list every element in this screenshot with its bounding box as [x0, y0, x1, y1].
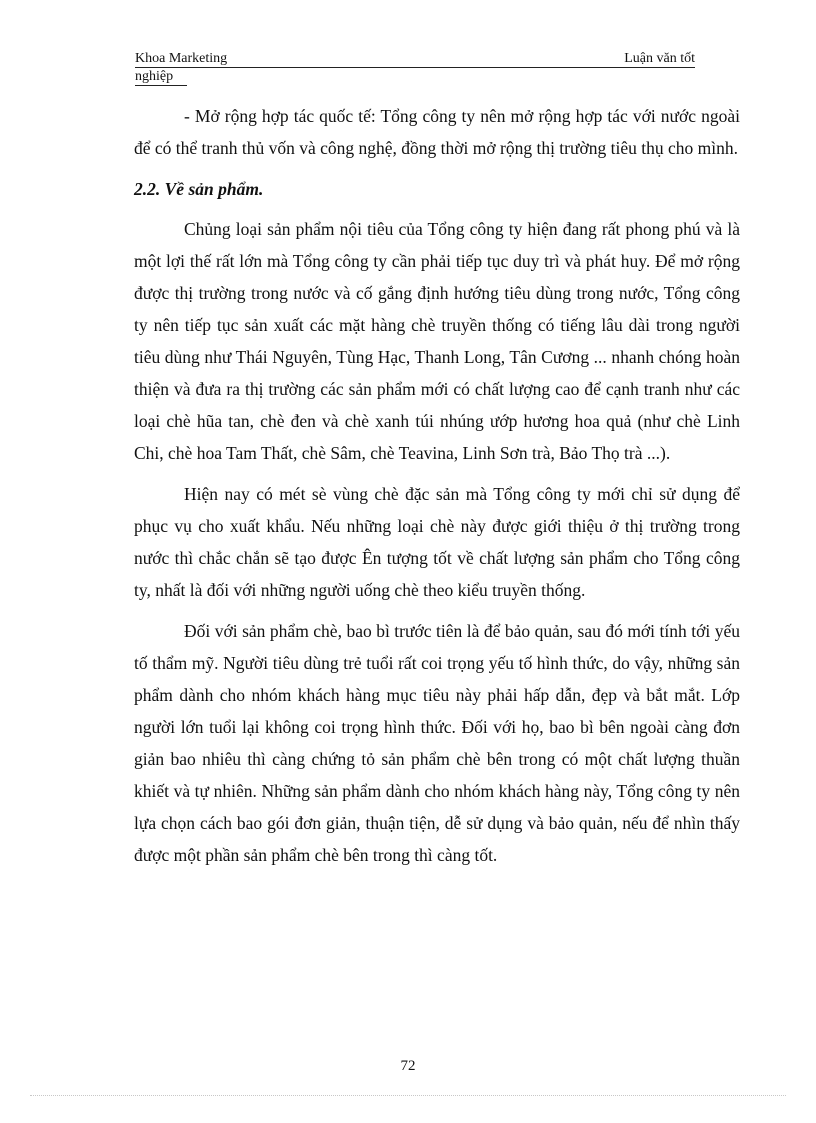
page-header: [135, 50, 695, 86]
page-bottom-divider: [30, 1095, 786, 1096]
paragraph-product-range: Chủng loại sản phẩm nội tiêu của Tổng công ty hiện đang rất phong phú và là một lợi thế rất lớn mà Tổng công ty cần phải tiếp tục duy trì và phát huy. Để mở rộng được thị trường trong nước và cố gắng định hướng tiêu dùng trong nước, Tổng công ty nên tiếp tục sản xuất các mặt hàng chè truyền thống có tiếng lâu dài trong người tiêu dùng như Thái Nguyên, Tùng Hạc, Thanh Long, Tân Cương ... nhanh chóng hoàn thiện và đưa ra thị trường các sản phẩm mới có chất lượng cao để cạnh tranh như các loại chè hũa tan, chè đen và chè xanh túi nhúng ướp hương hoa quả (như chè Linh Chi, chè hoa Tam Thất, chè Sâm, chè Teavina, Linh Sơn trà, Bảo Thọ trà ...).: [134, 219, 740, 463]
page-body: [134, 100, 740, 880]
paragraph-international-cooperation: - Mở rộng hợp tác quốc tế: Tổng công ty nên mở rộng hợp tác với nước ngoài để có thể tranh thủ vốn và công nghệ, đồng thời mở rộng thị trường tiêu thụ cho mình.: [134, 106, 740, 158]
page-number: 72: [400, 1058, 416, 1074]
paragraph-packaging: Đối với sản phẩm chè, bao bì trước tiên là để bảo quản, sau đó mới tính tới yếu tố thẩm mỹ. Người tiêu dùng trẻ tuổi rất coi trọng yếu tố hình thức, do vậy, những sản phẩm dành cho nhóm khách hàng mục tiêu này phải hấp dẫn, đẹp và bắt mắt. Lớp người lớn tuổi lại không coi trọng hình thức. Đối với họ, bao bì bên ngoài càng đơn giản bao nhiêu thì càng chứng tỏ sản phẩm chè bên trong có một chất lượng thuần khiết và tự nhiên. Những sản phẩm dành cho nhóm khách hàng này, Tổng công ty nên lựa chọn cách bao gói đơn giản, thuận tiện, dễ sử dụng và bảo quản, nếu để nhìn thấy được một phần sản phẩm chè bên trong thì càng tốt.: [134, 621, 740, 865]
header-document-type: Luận văn tốt: [624, 51, 695, 66]
header-faculty: Khoa Marketing: [135, 51, 228, 66]
section-heading: 2.2. Về sản phẩm.: [134, 179, 264, 199]
paragraph-specialty-tea: Hiện nay có mét sè vùng chè đặc sản mà Tổng công ty mới chỉ sử dụng để phục vụ cho xuất khẩu. Nếu những loại chè này được giới thiệu ở thị trường trong nước thì chắc chắn sẽ tạo được Ên tượng tốt về chất lượng sản phẩm cho Tổng công ty, nhất là đối với những người uống chè theo kiểu truyền thống.: [134, 484, 740, 600]
header-continuation: nghiệp: [135, 68, 187, 86]
header-rule: [135, 50, 695, 68]
